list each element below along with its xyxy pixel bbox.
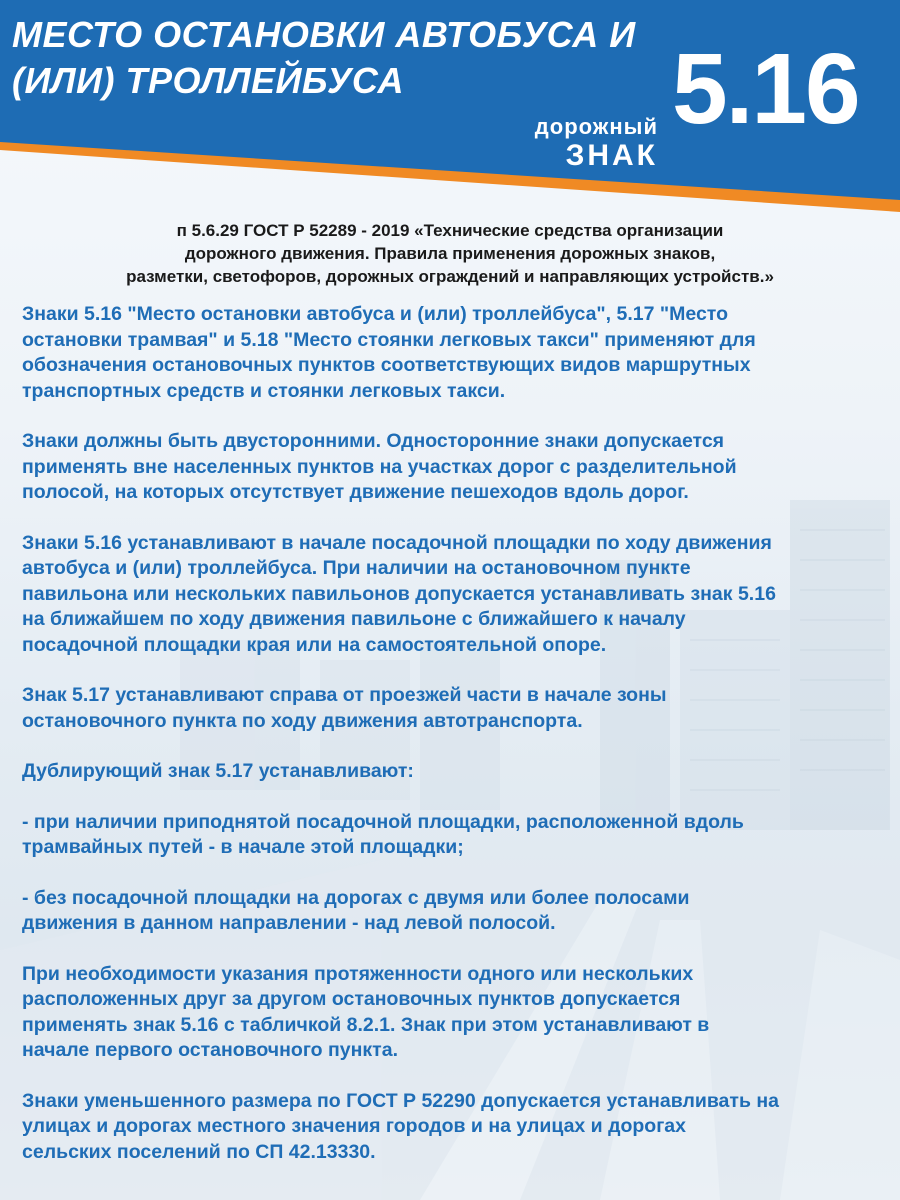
gost-reference-text: п 5.6.29 ГОСТ Р 52289 - 2019 «Технические средства организации дорожного движения. Правила применения дорожных знаков, разметки, светофоров, дорожных ограждений и направляющих устройств.» <box>126 221 774 286</box>
sign-label-sign: ЗНАК <box>565 139 658 172</box>
paragraph-sign-516-placement: Знаки 5.16 устанавливают в начале посадочной площадки по ходу движения автобуса и (или) троллейбуса. При наличии на остановочном пункте павильона или нескольких павильонов допускается устанавливать знак 5.16 на ближайшем по ходу движения павильоне с ближайшего к началу посадочной площадки края или на самостоятельной опоре. <box>22 531 776 656</box>
paragraph-reduced-size: Знаки уменьшенного размера по ГОСТ Р 52290 допускается устанавливать на улицах и дорогах местного значения городов и на улицах и дорогах сельских поселений по СП 42.13330. <box>22 1089 779 1163</box>
content-body <box>22 302 890 1165</box>
paragraph-extent-plate: При необходимости указания протяженности одного или нескольких расположенных друг за другом остановочных пунктов допускается применять знак 5.16 с табличкой 8.2.1. Знак при этом устанавливают в начале первого остановочного пункта. <box>22 962 710 1061</box>
paragraph-signs-purpose: Знаки 5.16 "Место остановки автобуса и (или) троллейбуса", 5.17 "Место остановки трамвая" и 5.18 "Место стоянки легковых такси" применяют для обозначения остановочных пунктов соответствующих видов маршрутных транспортных средств и стоянки легковых такси. <box>22 303 756 402</box>
paragraph-duplicate-heading: Дублирующий знак 5.17 устанавливают: <box>22 760 414 782</box>
sign-label-road: дорожный <box>534 114 658 139</box>
paragraph-duplicate-multilane: - без посадочной площадки на дорогах с двумя или более полосами движения в данном направлении - над левой полосой. <box>22 886 690 934</box>
gost-reference <box>60 219 840 288</box>
title-line-1: МЕСТО ОСТАНОВКИ АВТОБУСА И <box>12 14 636 55</box>
sign-number: 5.16 <box>672 33 859 145</box>
paragraph-double-sided: Знаки должны быть двусторонними. Односторонние знаки допускается применять вне населенных пунктов на участках дорог с разделительной полосой, на которых отсутствует движение пешеходов вдоль дорог. <box>22 430 737 503</box>
paragraph-sign-517-placement: Знак 5.17 устанавливают справа от проезжей части в начале зоны остановочного пункта по ходу движения автотранспорта. <box>22 684 667 732</box>
page-title <box>12 12 636 104</box>
paragraph-duplicate-raised: - при наличии приподнятой посадочной площадки, расположенной вдоль трамвайных путей - в начале этой площадки; <box>22 810 744 858</box>
title-line-2: (ИЛИ) ТРОЛЛЕЙБУСА <box>12 60 404 101</box>
